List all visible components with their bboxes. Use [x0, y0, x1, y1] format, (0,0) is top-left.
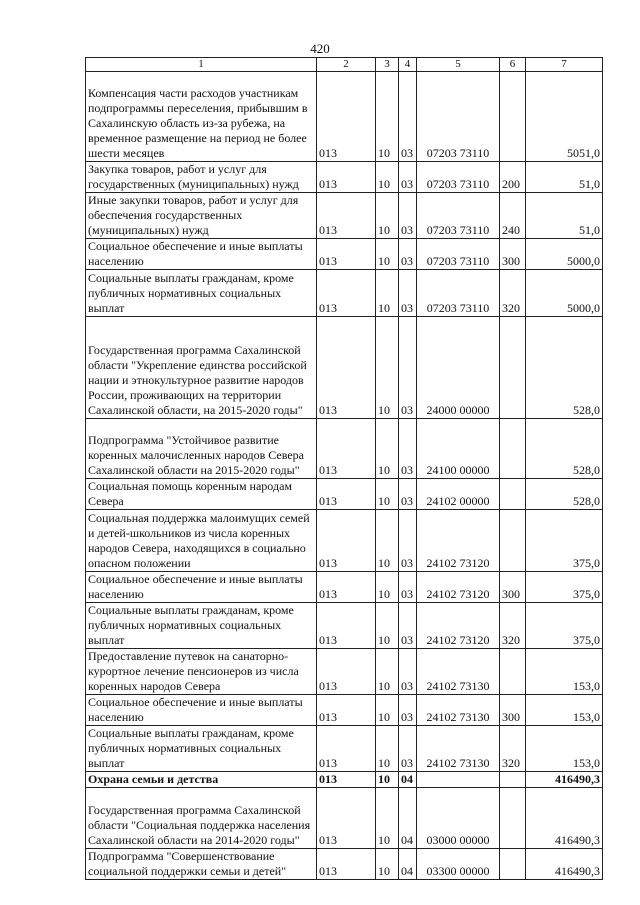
- row-amount: 528,0: [526, 479, 603, 510]
- row-ministry-code: 013: [317, 510, 376, 572]
- row-amount: 375,0: [526, 572, 603, 603]
- row-amount: 375,0: [526, 603, 603, 649]
- row-name: Социальные выплаты гражданам, кроме публичных нормативных социальных выплат: [86, 603, 317, 649]
- row-expense-type: 320: [500, 270, 526, 317]
- row-target-article: 07203 73110: [417, 270, 500, 317]
- table-row: [86, 317, 603, 419]
- row-subsection-code: 03: [399, 726, 417, 772]
- table-row: [86, 270, 603, 317]
- row-expense-type: 300: [500, 572, 526, 603]
- row-section-code: 10: [376, 772, 399, 788]
- row-subsection-code: 03: [399, 510, 417, 572]
- row-subsection-code: 03: [399, 695, 417, 726]
- row-expense-type: [500, 419, 526, 479]
- row-subsection-code: 03: [399, 572, 417, 603]
- table-row: [86, 849, 603, 880]
- row-expense-type: 320: [500, 603, 526, 649]
- row-section-code: 10: [376, 239, 399, 270]
- row-subsection-code: 04: [399, 849, 417, 880]
- row-amount: 416490,3: [526, 788, 603, 849]
- row-amount: 5000,0: [526, 239, 603, 270]
- row-amount: 153,0: [526, 726, 603, 772]
- row-name: Социальное обеспечение и иные выплаты населению: [86, 572, 317, 603]
- row-ministry-code: 013: [317, 788, 376, 849]
- row-ministry-code: 013: [317, 726, 376, 772]
- row-section-code: 10: [376, 726, 399, 772]
- row-ministry-code: 013: [317, 695, 376, 726]
- row-name: Социальная помощь коренным народам Севера: [86, 479, 317, 510]
- table-row: [86, 726, 603, 772]
- row-subsection-code: 03: [399, 419, 417, 479]
- row-subsection-code: 03: [399, 162, 417, 193]
- table-row: [86, 162, 603, 193]
- row-amount: 528,0: [526, 419, 603, 479]
- row-expense-type: [500, 317, 526, 419]
- row-amount: 153,0: [526, 695, 603, 726]
- row-ministry-code: 013: [317, 270, 376, 317]
- row-ministry-code: 013: [317, 193, 376, 239]
- row-expense-type: [500, 788, 526, 849]
- row-expense-type: 240: [500, 193, 526, 239]
- table-row: [86, 72, 603, 162]
- row-expense-type: [500, 772, 526, 788]
- row-target-article: 24102 73130: [417, 726, 500, 772]
- table-row: [86, 479, 603, 510]
- row-subsection-code: 03: [399, 72, 417, 162]
- row-amount: 51,0: [526, 193, 603, 239]
- budget-table: [85, 57, 603, 880]
- row-ministry-code: 013: [317, 572, 376, 603]
- row-target-article: 03000 00000: [417, 788, 500, 849]
- row-subsection-code: 03: [399, 603, 417, 649]
- row-target-article: 07203 73110: [417, 193, 500, 239]
- row-amount: 416490,3: [526, 849, 603, 880]
- row-section-code: 10: [376, 270, 399, 317]
- row-ministry-code: 013: [317, 479, 376, 510]
- row-amount: 528,0: [526, 317, 603, 419]
- row-ministry-code: 013: [317, 419, 376, 479]
- row-name: Охрана семьи и детства: [86, 772, 317, 788]
- row-expense-type: [500, 479, 526, 510]
- column-header: 7: [526, 58, 603, 72]
- row-section-code: 10: [376, 419, 399, 479]
- row-target-article: 07203 73110: [417, 72, 500, 162]
- row-subsection-code: 03: [399, 239, 417, 270]
- row-name: Закупка товаров, работ и услуг для государственных (муниципальных) нужд: [86, 162, 317, 193]
- row-section-code: 10: [376, 479, 399, 510]
- row-expense-type: 300: [500, 239, 526, 270]
- row-name: Подпрограмма "Совершенствование социальной поддержки семьи и детей": [86, 849, 317, 880]
- row-section-code: 10: [376, 603, 399, 649]
- row-name: Социальное обеспечение и иные выплаты населению: [86, 695, 317, 726]
- row-name: Государственная программа Сахалинской области "Социальная поддержка населения Сахалинской области на 2014-2020 годы": [86, 788, 317, 849]
- table-row: [86, 649, 603, 695]
- row-target-article: 24102 73120: [417, 603, 500, 649]
- row-subsection-code: 03: [399, 193, 417, 239]
- row-ministry-code: 013: [317, 239, 376, 270]
- row-section-code: 10: [376, 317, 399, 419]
- row-section-code: 10: [376, 572, 399, 603]
- row-expense-type: 200: [500, 162, 526, 193]
- row-target-article: 07203 73110: [417, 162, 500, 193]
- row-ministry-code: 013: [317, 162, 376, 193]
- row-name: Социальные выплаты гражданам, кроме публичных нормативных социальных выплат: [86, 270, 317, 317]
- row-subsection-code: 03: [399, 649, 417, 695]
- row-name: Социальное обеспечение и иные выплаты населению: [86, 239, 317, 270]
- column-header: 4: [399, 58, 417, 72]
- row-target-article: 24100 00000: [417, 419, 500, 479]
- row-name: Социальная поддержка малоимущих семей и детей-школьников из числа коренных народов Севера, находящихся в социально опасном положении: [86, 510, 317, 572]
- row-expense-type: 320: [500, 726, 526, 772]
- row-section-code: 10: [376, 649, 399, 695]
- row-name: Государственная программа Сахалинской области "Укрепление единства российской нации и этнокультурное развитие народов России, проживающих на территории Сахалинской области, на 2015-2020 годы": [86, 317, 317, 419]
- row-target-article: 24102 73120: [417, 572, 500, 603]
- table-row: [86, 419, 603, 479]
- row-section-code: 10: [376, 193, 399, 239]
- row-name: Предоставление путевок на санаторно-курортное лечение пенсионеров из числа коренных народов Севера: [86, 649, 317, 695]
- row-section-code: 10: [376, 695, 399, 726]
- row-name: Компенсация части расходов участникам подпрограммы переселения, прибывшим в Сахалинскую область из-за рубежа, на временное размещение на период не более шести месяцев: [86, 72, 317, 162]
- row-section-code: 10: [376, 788, 399, 849]
- row-subsection-code: 03: [399, 479, 417, 510]
- column-header: 3: [376, 58, 399, 72]
- row-target-article: [417, 772, 500, 788]
- row-name: Социальные выплаты гражданам, кроме публичных нормативных социальных выплат: [86, 726, 317, 772]
- column-header: 5: [417, 58, 500, 72]
- row-amount: 5051,0: [526, 72, 603, 162]
- row-target-article: 24102 73130: [417, 649, 500, 695]
- row-name: Иные закупки товаров, работ и услуг для обеспечения государственных (муниципальных) нужд: [86, 193, 317, 239]
- row-subsection-code: 04: [399, 788, 417, 849]
- row-expense-type: [500, 649, 526, 695]
- table-row: [86, 193, 603, 239]
- table-row: [86, 695, 603, 726]
- row-ministry-code: 013: [317, 772, 376, 788]
- row-section-code: 10: [376, 162, 399, 193]
- row-ministry-code: 013: [317, 72, 376, 162]
- table-row: [86, 572, 603, 603]
- table-row: [86, 510, 603, 572]
- row-name: Подпрограмма "Устойчивое развитие коренных малочисленных народов Севера Сахалинской области на 2015-2020 годы": [86, 419, 317, 479]
- table-row: [86, 239, 603, 270]
- column-header: 1: [86, 58, 317, 72]
- row-target-article: 24102 00000: [417, 479, 500, 510]
- table-row: [86, 603, 603, 649]
- row-expense-type: [500, 72, 526, 162]
- row-target-article: 24102 73120: [417, 510, 500, 572]
- row-section-code: 10: [376, 72, 399, 162]
- row-target-article: 24000 00000: [417, 317, 500, 419]
- row-expense-type: [500, 510, 526, 572]
- row-target-article: 03300 00000: [417, 849, 500, 880]
- column-header: 6: [500, 58, 526, 72]
- row-ministry-code: 013: [317, 849, 376, 880]
- table-row: [86, 772, 603, 788]
- table-row: [86, 788, 603, 849]
- header-row: [86, 58, 603, 72]
- row-ministry-code: 013: [317, 317, 376, 419]
- row-subsection-code: 04: [399, 772, 417, 788]
- row-ministry-code: 013: [317, 649, 376, 695]
- row-amount: 5000,0: [526, 270, 603, 317]
- row-target-article: 07203 73110: [417, 239, 500, 270]
- column-header: 2: [317, 58, 376, 72]
- row-subsection-code: 03: [399, 270, 417, 317]
- row-amount: 375,0: [526, 510, 603, 572]
- row-target-article: 24102 73130: [417, 695, 500, 726]
- row-section-code: 10: [376, 849, 399, 880]
- row-subsection-code: 03: [399, 317, 417, 419]
- row-amount: 153,0: [526, 649, 603, 695]
- row-ministry-code: 013: [317, 603, 376, 649]
- row-expense-type: 300: [500, 695, 526, 726]
- row-section-code: 10: [376, 510, 399, 572]
- row-amount: 416490,3: [526, 772, 603, 788]
- row-amount: 51,0: [526, 162, 603, 193]
- row-expense-type: [500, 849, 526, 880]
- page-number: 420: [310, 41, 330, 56]
